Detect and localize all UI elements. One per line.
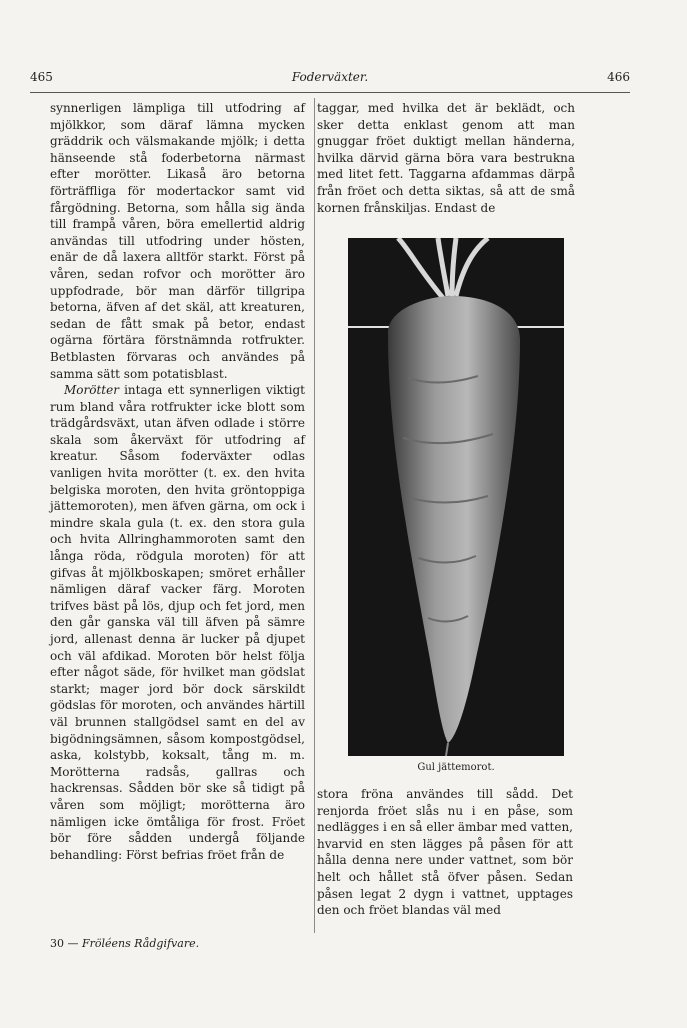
right-column-bottom [317,786,573,919]
column-divider [314,98,315,933]
paragraph-morotter-text: intaga ett synnerligen viktigt rum bland våra rotfrukter icke blott som trädgårdsväxt, utan äfven odlade i större skala som åkerväxt för utfodring af kreatur. Såsom foderväxter odlas vanligen hvita morötter (t. ex. den hvita belgiska moroten, den hvita gröntoppiga jättemoroten), men äfven gärna, om ock i mindre skala gula (t. ex. den stora gula och hvita Allringhammoroten samt den långa röda, rödgula moroten) för att gifvas åt mjölkboskapen; smöret erhåller nämligen däraf vacker färg. Moroten trifves bäst på lös, djup och fet jord, men den går ganska väl till äfven på sämre jord, allenast denna är lucker på djupet och väl afdikad. Moroten bör helst följa efter något säde, för hvilket man gödslat starkt; mager jord bör dock särskildt gödslas för moroten, och användes härtill väl brunnen stallgödsel samt en del av bigödningsämnen, såsom kompostgödsel, aska, kolstybb, koksalt, tång m. m. Morötterna radsås, gallras och hackrensas. Sådden bör ske så tidigt på våren som möjligt; morötterna äro nämligen icke ömtåliga för frost. Fröet bör före sådden undergå följande behandling: Först befrias fröet från de [50,383,305,862]
figure-caption: Gul jättemorot. [417,762,495,773]
book-title: Fröléens Rådgifvare. [82,937,200,950]
carrot-illustration [348,238,564,756]
paragraph-froet: stora fröna användes till sådd. Det renjorda fröet slås nu i en påse, som nedlägges i en så eller ämbar med vatten, hvarvid en sten lägges på påsen för att hålla denna nere under vattnet, som bör helt och hållet stå öfver påsen. Sedan påsen legat 2 dygn i vattnet, upptages den och fröet blandas väl med [317,787,573,918]
signature-number: 30 — [50,937,79,950]
page-number-right: 466 [607,70,630,84]
running-title: Foderväxter. [291,70,369,84]
term-morotter: Morötter [64,383,119,398]
page-header [30,70,630,92]
right-column-top [317,100,575,216]
paragraph-morotter [50,382,305,863]
page-number-left: 465 [30,70,53,84]
left-column [50,100,305,863]
page-footer [50,937,199,950]
paragraph-taggar: taggar, med hvilka det är beklädt, och sker detta enklast genom att man gnuggar fröet duktigt mellan händerna, hvilka därvid gärna böra vara bestrukna med litet fett. Taggarna afdammas därpå från fröet och detta siktas, så att de små kornen frånskiljas. Endast de [317,101,575,215]
carrot-image [348,238,564,756]
header-rule [30,92,630,93]
paragraph-betor: synnerligen lämpliga till utfodring af mjölkkor, som däraf lämna mycken gräddrik och välsmakande mjölk; i detta hänseende stå foderbetorna närmast efter morötter. Likaså äro betorna förträffliga för modertackor samt vid fårgödning. Betorna, som hålla sig ända till frampå våren, böra emellertid aldrig användas till utfodring under hösten, enär de då laxera alltför starkt. Först på våren, sedan rofvor och morötter äro uppfodrade, bör man därför tillgripa betorna, äfven af det skäl, att kreaturen, sedan de fått smak på betor, endast ogärna förtära förstnämnda rotfrukter. Betblasten förvaras och användes på samma sätt som potatisblast. [50,101,305,381]
